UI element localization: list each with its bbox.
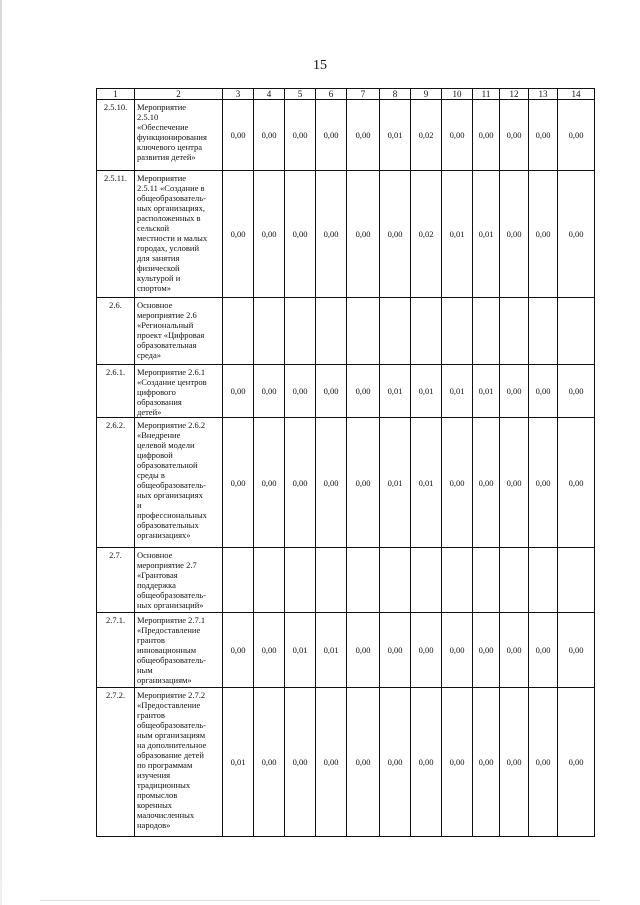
- value-cell: 0,00: [558, 171, 595, 298]
- value-cell: 0,00: [285, 418, 316, 548]
- value-cell: 0,00: [285, 100, 316, 171]
- value-cell: 0,00: [380, 688, 411, 837]
- value-cell: 0,00: [347, 688, 380, 837]
- value-cell: 0,00: [500, 100, 529, 171]
- value-cell: [254, 298, 285, 365]
- value-cell: 0,00: [254, 613, 285, 688]
- column-header-11: 11: [473, 89, 500, 100]
- value-cell: 0,01: [473, 365, 500, 418]
- value-cell: 0,00: [411, 688, 442, 837]
- row-number: 2.7.2.: [97, 688, 135, 837]
- table-row: [97, 418, 595, 548]
- value-cell: 0,01: [380, 418, 411, 548]
- value-cell: 0,00: [558, 365, 595, 418]
- value-cell: [411, 548, 442, 613]
- value-cell: 0,00: [500, 171, 529, 298]
- value-cell: 0,00: [500, 365, 529, 418]
- value-cell: 0,01: [442, 171, 473, 298]
- value-cell: 0,00: [442, 418, 473, 548]
- row-number: 2.7.: [97, 548, 135, 613]
- column-header-13: 13: [529, 89, 558, 100]
- value-cell: 0,00: [500, 688, 529, 837]
- value-cell: 0,00: [473, 688, 500, 837]
- table-row: [97, 365, 595, 418]
- value-cell: 0,00: [347, 365, 380, 418]
- value-cell: 0,00: [254, 688, 285, 837]
- row-activity-name: Мероприятие 2.6.2 «Внедрение целевой модели цифровой образовательной среды в общеобразователь- ных организациях и профессиональных образовательных организациях»: [135, 418, 223, 548]
- value-cell: 0,00: [223, 100, 254, 171]
- value-cell: [254, 548, 285, 613]
- value-cell: 0,01: [473, 171, 500, 298]
- value-cell: 0,01: [411, 365, 442, 418]
- scan-edge: [0, 0, 2, 905]
- value-cell: 0,01: [223, 688, 254, 837]
- value-cell: 0,00: [347, 171, 380, 298]
- value-cell: 0,00: [442, 613, 473, 688]
- value-cell: [529, 548, 558, 613]
- value-cell: 0,00: [558, 688, 595, 837]
- value-cell: [411, 298, 442, 365]
- value-cell: 0,00: [529, 613, 558, 688]
- value-cell: [316, 548, 347, 613]
- value-cell: [223, 548, 254, 613]
- value-cell: 0,00: [223, 613, 254, 688]
- value-cell: 0,00: [529, 688, 558, 837]
- column-header-6: 6: [316, 89, 347, 100]
- row-number: 2.6.2.: [97, 418, 135, 548]
- value-cell: [380, 548, 411, 613]
- value-cell: 0,00: [529, 365, 558, 418]
- value-cell: 0,00: [285, 688, 316, 837]
- value-cell: 0,01: [380, 100, 411, 171]
- row-activity-name: Основное мероприятие 2.6 «Региональный проект «Цифровая образовательная среда»: [135, 298, 223, 365]
- value-cell: 0,00: [254, 418, 285, 548]
- value-cell: [316, 298, 347, 365]
- header-row: [97, 89, 595, 100]
- value-cell: [347, 298, 380, 365]
- value-cell: [558, 298, 595, 365]
- value-cell: 0,00: [442, 100, 473, 171]
- value-cell: 0,00: [285, 365, 316, 418]
- value-cell: [529, 298, 558, 365]
- row-activity-name: Мероприятие 2.5.11 «Создание в общеобразователь- ных организациях, расположенных в сельской местности и малых городах, условий для занятия физической культурой и спортом»: [135, 171, 223, 298]
- value-cell: 0,02: [411, 100, 442, 171]
- column-header-12: 12: [500, 89, 529, 100]
- value-cell: 0,00: [500, 613, 529, 688]
- value-cell: [442, 298, 473, 365]
- row-number: 2.7.1.: [97, 613, 135, 688]
- column-header-5: 5: [285, 89, 316, 100]
- value-cell: 0,00: [223, 171, 254, 298]
- value-cell: 0,00: [558, 100, 595, 171]
- row-number: 2.5.10.: [97, 100, 135, 171]
- value-cell: 0,02: [411, 171, 442, 298]
- row-number: 2.6.: [97, 298, 135, 365]
- table-row: [97, 298, 595, 365]
- row-activity-name: Мероприятие 2.5.10 «Обеспечение функционирования ключевого центра развития детей»: [135, 100, 223, 171]
- page-bottom-edge: [40, 900, 600, 901]
- value-cell: 0,01: [285, 613, 316, 688]
- value-cell: 0,00: [254, 100, 285, 171]
- row-number: 2.5.11.: [97, 171, 135, 298]
- value-cell: [285, 298, 316, 365]
- value-cell: 0,00: [558, 613, 595, 688]
- value-cell: 0,00: [380, 171, 411, 298]
- table-body: [97, 100, 595, 837]
- table-row: [97, 688, 595, 837]
- value-cell: 0,01: [411, 418, 442, 548]
- column-header-7: 7: [347, 89, 380, 100]
- value-cell: 0,00: [347, 613, 380, 688]
- value-cell: [473, 548, 500, 613]
- page-number: 15: [313, 58, 327, 73]
- row-activity-name: Мероприятие 2.7.1 «Предоставление грантов инновационным общеобразователь- ным организациям»: [135, 613, 223, 688]
- row-activity-name: Мероприятие 2.6.1 «Создание центров цифрового образования детей»: [135, 365, 223, 418]
- value-cell: [500, 298, 529, 365]
- column-header-2: 2: [135, 89, 223, 100]
- value-cell: 0,00: [411, 613, 442, 688]
- value-cell: [285, 548, 316, 613]
- value-cell: 0,00: [223, 365, 254, 418]
- value-cell: 0,01: [380, 365, 411, 418]
- column-header-8: 8: [380, 89, 411, 100]
- column-header-14: 14: [558, 89, 595, 100]
- value-cell: [473, 298, 500, 365]
- column-header-10: 10: [442, 89, 473, 100]
- value-cell: 0,00: [500, 418, 529, 548]
- value-cell: 0,00: [529, 171, 558, 298]
- row-number: 2.6.1.: [97, 365, 135, 418]
- value-cell: [500, 548, 529, 613]
- table-row: [97, 613, 595, 688]
- value-cell: 0,00: [473, 418, 500, 548]
- value-cell: 0,00: [285, 171, 316, 298]
- value-cell: [223, 298, 254, 365]
- value-cell: 0,00: [442, 688, 473, 837]
- table-row: [97, 171, 595, 298]
- value-cell: 0,00: [316, 688, 347, 837]
- value-cell: 0,01: [442, 365, 473, 418]
- value-cell: 0,00: [316, 171, 347, 298]
- value-cell: 0,01: [316, 613, 347, 688]
- value-cell: 0,00: [316, 100, 347, 171]
- row-activity-name: Мероприятие 2.7.2 «Предоставление грантов общеобразователь- ным организациям на дополнительное образование детей по программам изучения традиционных промыслов коренных малочисленных народов»: [135, 688, 223, 837]
- value-cell: 0,00: [347, 100, 380, 171]
- value-cell: 0,00: [254, 171, 285, 298]
- column-header-4: 4: [254, 89, 285, 100]
- value-cell: 0,00: [380, 613, 411, 688]
- value-cell: [442, 548, 473, 613]
- table-row: [97, 100, 595, 171]
- value-cell: 0,00: [347, 418, 380, 548]
- value-cell: 0,00: [529, 100, 558, 171]
- row-activity-name: Основное мероприятие 2.7 «Грантовая поддержка общеобразователь- ных организаций»: [135, 548, 223, 613]
- value-cell: [558, 548, 595, 613]
- value-cell: 0,00: [473, 613, 500, 688]
- data-table: [96, 88, 595, 837]
- value-cell: [347, 548, 380, 613]
- column-header-1: 1: [97, 89, 135, 100]
- table-row: [97, 548, 595, 613]
- value-cell: 0,00: [558, 418, 595, 548]
- value-cell: 0,00: [316, 365, 347, 418]
- value-cell: 0,00: [316, 418, 347, 548]
- value-cell: 0,00: [254, 365, 285, 418]
- value-cell: 0,00: [529, 418, 558, 548]
- value-cell: [380, 298, 411, 365]
- value-cell: 0,00: [223, 418, 254, 548]
- value-cell: 0,00: [473, 100, 500, 171]
- column-header-3: 3: [223, 89, 254, 100]
- column-header-9: 9: [411, 89, 442, 100]
